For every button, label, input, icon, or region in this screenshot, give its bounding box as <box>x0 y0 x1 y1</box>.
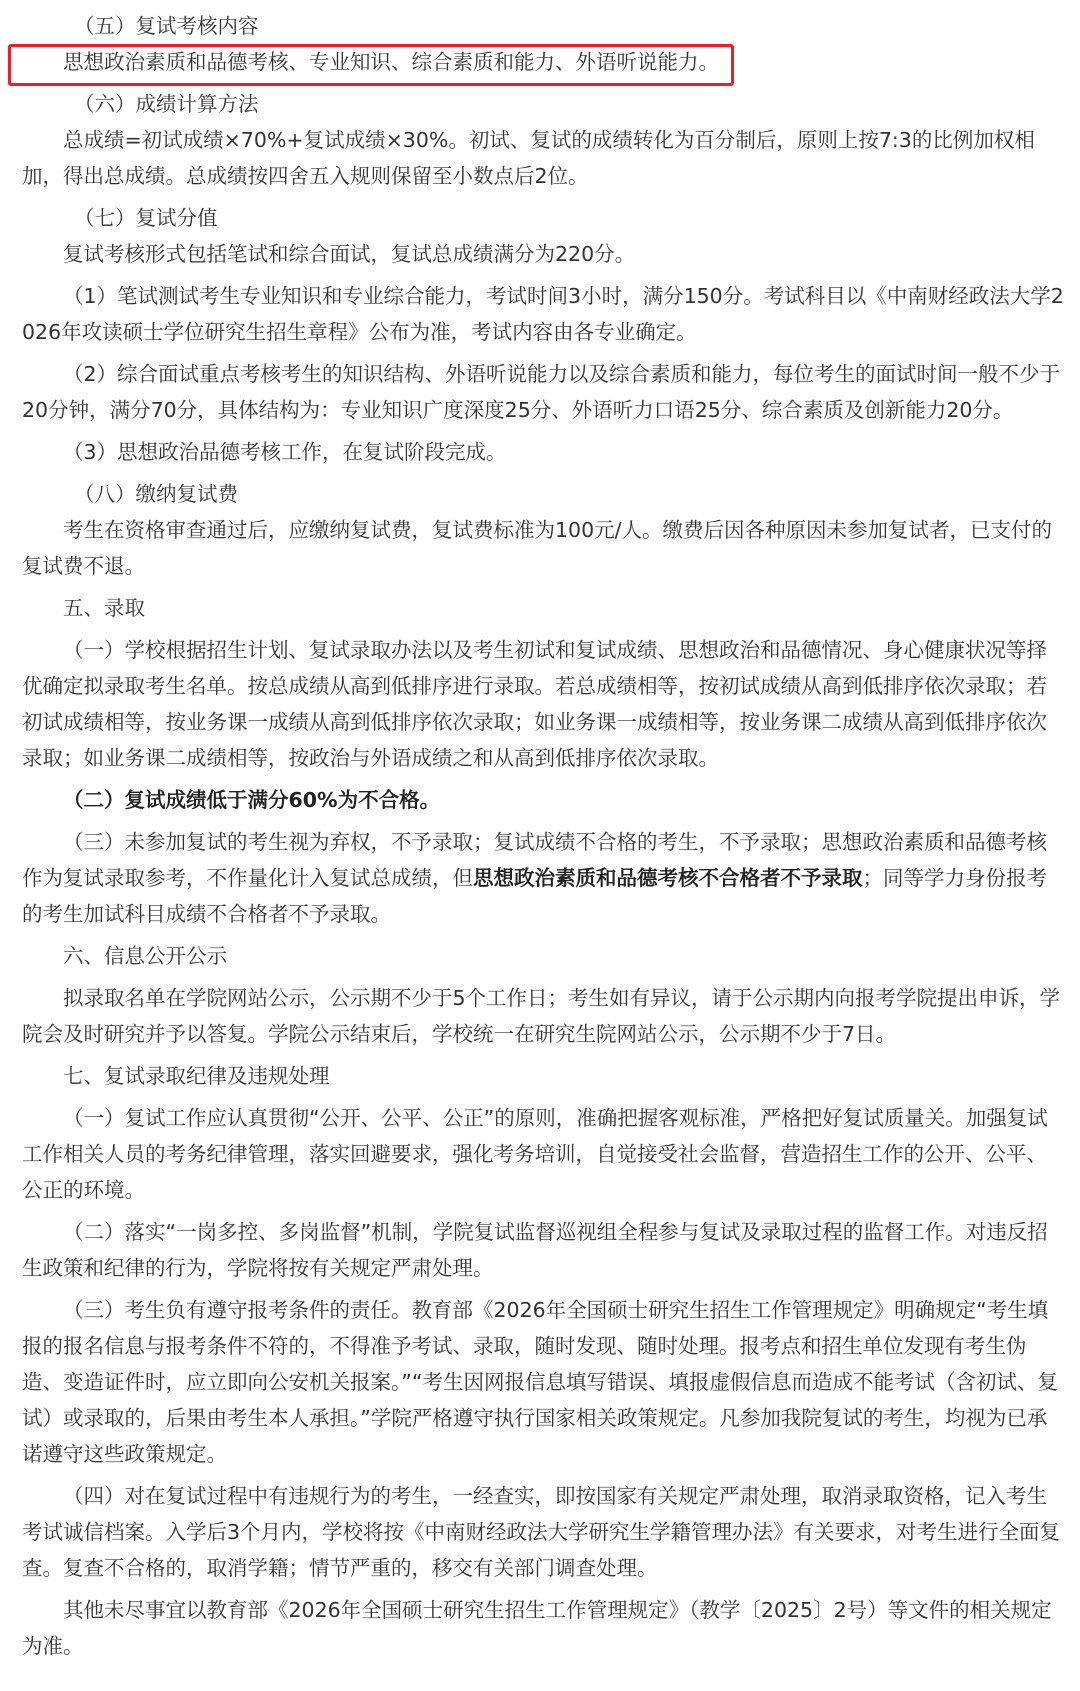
chapter-heading: 六、信息公开公示 <box>63 944 227 968</box>
section-heading: （八）缴纳复试费 <box>74 482 238 506</box>
chapter-heading: 五、录取 <box>63 596 145 620</box>
paragraph: （二）落实“一岗多控、多岗监督”机制，学院复试监督巡视组全程参与复试及录取过程的监督工作。对违反招生政策和纪律的行为，学院将按有关规定严肃处理。 <box>22 1220 1048 1280</box>
chapter-heading: 七、复试录取纪律及违规处理 <box>63 1064 330 1088</box>
paragraph: （2）综合面试重点考核考生的知识结构、外语听说能力以及综合素质和能力，每位考生的面试时间一般不少于20分钟，满分70分，具体结构为：专业知识广度深度25分、外语听力口语25分、综合素质及创新能力20分。 <box>22 362 1061 422</box>
section-heading: （五）复试考核内容 <box>74 14 259 38</box>
paragraph: （四）对在复试过程中有违规行为的考生，一经查实，即按国家有关规定严肃处理，取消录取资格，记入考生考试诚信档案。入学后3个月内，学校将按《中南财经政法大学研究生学籍管理办法》有关要求，对考生进行全面复查。复查不合格的，取消学籍；情节严重的，移交有关部门调查处理。 <box>22 1484 1061 1580</box>
paragraph: （3）思想政治品德考核工作，在复试阶段完成。 <box>63 440 507 464</box>
paragraph: 拟录取名单在学院网站公示，公示期不少于5个工作日；考生如有异议，请于公示期内向报考学院提出申诉，学院会及时研究并予以答复。学院公示结束后，学校统一在研究生院网站公示，公示期不少于7日。 <box>22 986 1061 1046</box>
paragraph: 总成绩=初试成绩×70%+复试成绩×30%。初试、复试的成绩转化为百分制后，原则上按7:3的比例加权相加，得出总成绩。总成绩按四舍五入规则保留至小数点后2位。 <box>22 128 1035 188</box>
bold-paragraph: （二）复试成绩低于满分60%为不合格。 <box>63 788 441 812</box>
paragraph: （1）笔试测试考生专业知识和专业综合能力，考试时间3小时，满分150分。考试科目以《中南财经政法大学2026年攻读硕士学位研究生招生章程》公布为准，考试内容由各专业确定。 <box>22 284 1064 344</box>
highlighted-text: 思想政治素质和品德考核、专业知识、综合素质和能力、外语听说能力。 <box>63 50 719 74</box>
paragraph <box>22 824 1066 932</box>
section-heading: （七）复试分值 <box>74 206 218 230</box>
paragraph: 考生在资格审查通过后，应缴纳复试费，复试费标准为100元/人。缴费后因各种原因未参加复试者，已支付的复试费不退。 <box>22 518 1053 578</box>
section-heading: （六）成绩计算方法 <box>74 92 259 116</box>
bold-text-run: 思想政治素质和品德考核不合格者不予录取 <box>473 866 863 890</box>
paragraph: （三）考生负有遵守报考条件的责任。教育部《2026年全国硕士研究生招生工作管理规定》明确规定“考生填报的报名信息与报考条件不符的，不得准予考试、录取，随时发现、随时处理。报考点和招生单位发现有考生伪造、变造证件时，应立即向公安机关报案。”“考生因网报信息填写错误、填报虚假信息而造成不能考试（含初试、复试）或录取的，后果由考生本人承担。”学院严格遵守执行国家相关政策规定。凡参加我院复试的考生，均视为已承诺遵守这些政策规定。 <box>22 1298 1058 1466</box>
paragraph: 复试考核形式包括笔试和综合面试，复试总成绩满分为220分。 <box>63 242 636 266</box>
text-run: ；同等学力身份报考的考生加试科目成绩不合格者不予录取。 <box>22 866 1047 926</box>
paragraph: （一）学校根据招生计划、复试录取办法以及考生初试和复试成绩、思想政治和品德情况、身心健康状况等择优确定拟录取考生名单。按总成绩从高到低排序进行录取。若总成绩相等，按初试成绩从高到低排序依次录取；若初试成绩相等，按业务课一成绩从高到低排序依次录取；如业务课一成绩相等，按业务课二成绩从高到低排序依次录取；如业务课二成绩相等，按政治与外语成绩之和从高到低排序依次录取。 <box>22 638 1047 770</box>
paragraph: （一）复试工作应认真贯彻“公开、公平、公正”的原则，准确把握客观标准，严格把好复试质量关。加强复试工作相关人员的考务纪律管理，落实回避要求，强化考务培训，自觉接受社会监督，营造招生工作的公开、公平、公正的环境。 <box>22 1106 1048 1202</box>
paragraph: 其他未尽事宜以教育部《2026年全国硕士研究生招生工作管理规定》（教学〔2025〕2号）等文件的相关规定为准。 <box>22 1598 1052 1658</box>
text-run: （三）未参加复试的考生视为弃权，不予录取；复试成绩不合格的考生，不予录取；思想政治素质和品德考核作为复试录取参考，不作量化计入复试总成绩，但 <box>22 830 1047 890</box>
